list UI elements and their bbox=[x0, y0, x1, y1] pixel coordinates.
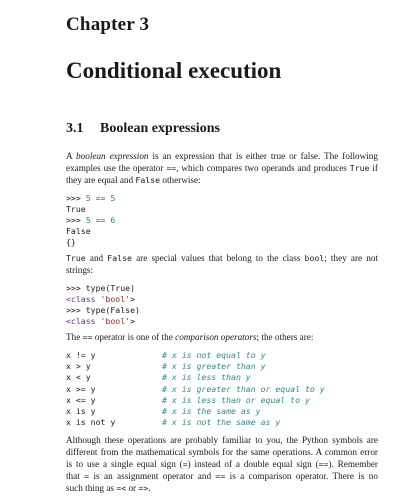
chapter-title: Conditional execution bbox=[66, 58, 282, 83]
intro-line-2 bbox=[66, 162, 378, 174]
bool-line-1 bbox=[66, 252, 378, 264]
string: 'bool' bbox=[95, 316, 131, 326]
text: is to use a single equal sign ( bbox=[66, 459, 183, 469]
text: ; they are not bbox=[324, 253, 379, 263]
operator-expression: x > y bbox=[66, 361, 91, 372]
error-line-1: Although these operations are probably familiar to you, the Python symbols are bbox=[66, 435, 378, 445]
text: . bbox=[148, 483, 151, 493]
bool-line-2: strings: bbox=[66, 265, 94, 275]
operator-expression: x != y bbox=[66, 350, 96, 360]
operator-comment: # x is not the same as y bbox=[162, 417, 281, 428]
text: they are equal and bbox=[66, 175, 136, 185]
text: are special values that belong to the class bbox=[131, 253, 305, 263]
text: operator is one of the bbox=[92, 332, 176, 342]
prompt: >>> bbox=[66, 193, 86, 203]
string: 'bool' bbox=[95, 294, 131, 304]
keyword: <class bbox=[66, 294, 96, 304]
keyword: <class bbox=[66, 316, 96, 326]
text: otherwise: bbox=[160, 175, 201, 185]
text: that bbox=[66, 471, 85, 481]
number: 6 bbox=[110, 215, 116, 225]
error-line-3 bbox=[66, 458, 378, 470]
error-line-2: different from the mathematical symbols for the same operations. A common error bbox=[66, 447, 378, 457]
comparison-intro bbox=[66, 331, 378, 343]
number: 5 bbox=[85, 193, 91, 203]
code-inline: == bbox=[215, 471, 226, 481]
code-line: >>> type(False) bbox=[66, 305, 140, 315]
code-inline: == bbox=[166, 163, 177, 173]
text: The bbox=[66, 332, 83, 342]
text: ) instead of a double equal sign ( bbox=[187, 459, 319, 469]
operator-comment: # x is greater than y bbox=[162, 361, 266, 372]
intro-paragraph bbox=[66, 150, 378, 186]
code-inline: True bbox=[349, 163, 370, 173]
text: if bbox=[369, 163, 378, 173]
code-block-equality bbox=[66, 193, 115, 248]
code-inline: =< bbox=[116, 483, 127, 493]
bool-paragraph bbox=[66, 252, 378, 276]
code-inline: False bbox=[107, 253, 132, 263]
prompt: >>> bbox=[66, 215, 86, 225]
number: 5 bbox=[85, 215, 91, 225]
text: is an assignment operator and bbox=[89, 471, 216, 481]
code-output bbox=[66, 294, 135, 304]
code-inline: = bbox=[182, 459, 188, 469]
intro-line-3 bbox=[66, 174, 378, 186]
common-error-paragraph bbox=[66, 434, 378, 494]
code-inline: => bbox=[138, 483, 149, 493]
code-output: True bbox=[66, 204, 86, 214]
text: ). Remember bbox=[328, 459, 378, 469]
operator-expression: x <= y bbox=[66, 394, 96, 405]
code-block-type bbox=[66, 283, 140, 327]
text: > bbox=[130, 316, 136, 326]
operator-expression: x < y bbox=[66, 372, 91, 383]
chapter-label: Chapter 3 bbox=[66, 14, 150, 35]
error-line-4 bbox=[66, 470, 378, 482]
text: is an expression that is either true or false. The following bbox=[148, 151, 378, 161]
term-boolean-expression: boolean expression bbox=[76, 151, 149, 161]
operator-expression: x is not y bbox=[66, 417, 116, 428]
code-inline: False bbox=[135, 175, 161, 185]
section-heading bbox=[66, 121, 220, 137]
text: A bbox=[66, 151, 77, 161]
intro-line-1 bbox=[66, 150, 378, 162]
code-inline: True bbox=[66, 253, 86, 263]
text: examples use the operator bbox=[66, 163, 167, 173]
operator-expression: x >= y bbox=[66, 383, 96, 394]
error-line-5 bbox=[66, 482, 378, 494]
operator-comment: # x is less than or equal to y bbox=[162, 394, 310, 405]
text: > bbox=[130, 294, 136, 304]
operator-comment: # x is the same as y bbox=[162, 405, 261, 416]
code-line bbox=[66, 193, 115, 203]
code-line bbox=[66, 215, 115, 225]
section-title: Boolean expressions bbox=[100, 121, 220, 136]
text: or bbox=[126, 483, 139, 493]
operator-comment: # x is greater than or equal to y bbox=[162, 383, 325, 394]
operator-expression: x is y bbox=[66, 405, 96, 416]
code-inline: == bbox=[82, 332, 93, 342]
section-number: 3.1 bbox=[66, 121, 84, 136]
term-comparison-operators: comparison operators bbox=[175, 332, 257, 342]
code-output bbox=[66, 316, 135, 326]
text: such thing as bbox=[66, 483, 117, 493]
code-inline: bool bbox=[304, 253, 325, 263]
operator: == bbox=[90, 193, 111, 203]
operator-comment: # x is less than y bbox=[162, 372, 251, 383]
comparison-line bbox=[66, 331, 378, 343]
text: and bbox=[85, 253, 108, 263]
text: , which compares two operands and produces bbox=[176, 163, 350, 173]
code-inline: == bbox=[318, 459, 329, 469]
code-line: >>> type(True) bbox=[66, 283, 136, 293]
operator: == bbox=[90, 215, 111, 225]
text: ; the others are: bbox=[256, 332, 314, 342]
code-output: False bbox=[66, 226, 91, 236]
code-output: {} bbox=[66, 237, 76, 247]
operator-comment: # x is not equal to y bbox=[162, 350, 266, 360]
text: is a comparison operator. There is no bbox=[225, 471, 378, 481]
code-inline: = bbox=[84, 471, 90, 481]
number: 5 bbox=[110, 193, 116, 203]
